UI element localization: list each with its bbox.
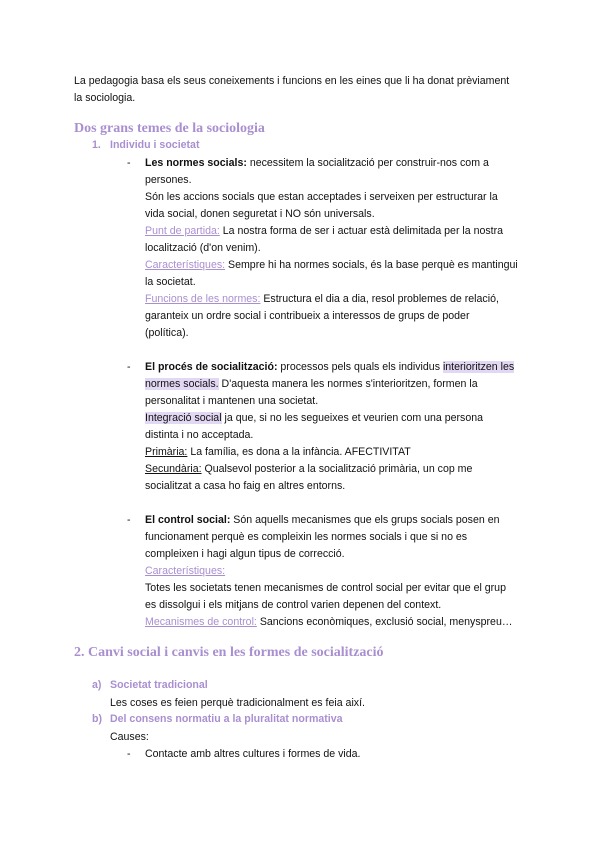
primaria-line: [145, 444, 411, 461]
bullet-dash: -: [127, 157, 131, 169]
primaria-label: Primària:: [145, 446, 188, 458]
control-line-3: compleixen i hagi algun tipus de correcció.: [145, 548, 345, 560]
proces-line-2: [145, 376, 478, 393]
proces-line-1: [145, 359, 514, 376]
highlighted-text: normes socials.: [145, 378, 219, 390]
control-caract-label: Característiques:: [145, 565, 226, 577]
subheading-b-number: b): [92, 713, 102, 725]
funcions-text: Estructura el dia a dia, resol problemes de relació,: [260, 293, 499, 305]
caracteristiques-line: [145, 257, 518, 274]
integracio-line: [145, 410, 483, 427]
section-heading-2: 2. Canvi social i canvis en les formes de socialització: [74, 645, 384, 660]
bullet-dash: -: [127, 748, 131, 760]
proces-line-3: personalitat i mantenen una societat.: [145, 395, 319, 407]
integracio-label: Integració social: [145, 412, 222, 424]
punt-partida-label: Punt de partida:: [145, 225, 220, 237]
secundaria-line: [145, 461, 472, 478]
section-heading-1: Dos grans temes de la sociologia: [74, 121, 265, 136]
intro-line-2: la sociologia.: [74, 92, 136, 104]
bullet-dash: -: [127, 514, 131, 526]
proces-label: El procés de socialització:: [145, 361, 278, 373]
proces-text-2: D'aquesta manera les normes s'interioritzen, formen la: [218, 378, 478, 390]
normes-line-2: persones.: [145, 174, 192, 186]
primaria-text: La família, es dona a la infància. AFECTIVITAT: [187, 446, 411, 458]
normes-line-3: Són les accions socials que estan acceptades i serveixen per estructurar la: [145, 191, 498, 203]
subheading-individu: Individu i societat: [110, 139, 200, 151]
normes-line-1: [145, 155, 489, 172]
integracio-text: ja que, si no les segueixes et veurien com una persona: [221, 412, 484, 424]
causes-label: Causes:: [110, 731, 149, 743]
integracio-line-2: distinta i no acceptada.: [145, 429, 254, 441]
punt-partida-line-2: localització (d'on venim).: [145, 242, 261, 254]
punt-partida-line: [145, 223, 503, 240]
subheading-consens-normatiu: Del consens normatiu a la pluralitat normativa: [110, 713, 343, 725]
funcions-line-2: garanteix un ordre social i contribueix a interessos de grups de poder: [145, 310, 470, 322]
caracteristiques-text: Sempre hi ha normes socials, és la base perquè es mantingui: [225, 259, 518, 271]
caracteristiques-label: Característiques:: [145, 259, 226, 271]
normes-text: necessitem la socialització per construir-nos com a: [246, 157, 489, 169]
normes-line-4: vida social, donen seguretat i NO són universals.: [145, 208, 375, 220]
secundaria-label: Secundària:: [145, 463, 202, 475]
normes-label: Les normes socials:: [145, 157, 247, 169]
punt-partida-text: La nostra forma de ser i actuar està delimitada per la nostra: [219, 225, 504, 237]
cause-1: Contacte amb altres cultures i formes de vida.: [145, 748, 361, 760]
subheading-societat-tradicional: Societat tradicional: [110, 679, 208, 691]
highlighted-text: interioritzen les: [442, 361, 515, 373]
mecanismes-line: [145, 614, 512, 631]
subheading-a-number: a): [92, 679, 102, 691]
control-caracteristiques-label: [145, 563, 225, 580]
control-label: El control social:: [145, 514, 231, 526]
control-line-1: [145, 512, 499, 529]
subheading-number-1: 1.: [92, 139, 101, 151]
secundaria-text: Qualsevol posterior a la socialització primària, un cop me: [201, 463, 473, 475]
control-caract-line-2: es dissolgui i els mitjans de control varien depenen del context.: [145, 599, 442, 611]
mecanismes-label: Mecanismes de control:: [145, 616, 257, 628]
funcions-label: Funcions de les normes:: [145, 293, 261, 305]
funcions-line-3: (política).: [145, 327, 189, 339]
intro-line-1: La pedagogia basa els seus coneixements i funcions en les eines que li ha donat prèviament: [74, 75, 510, 87]
secundaria-line-2: socialitzat a casa ho faig en altres entorns.: [145, 480, 346, 492]
control-caract-line-1: Totes les societats tenen mecanismes de control social per evitar que el grup: [145, 582, 506, 594]
control-line-2: funcionament perquè es compleixin les normes socials i que si no es: [145, 531, 468, 543]
control-text: Són aquells mecanismes que els grups socials posen en: [230, 514, 500, 526]
caracteristiques-line-2: la societat.: [145, 276, 196, 288]
proces-text: processos pels quals els individus: [277, 361, 443, 373]
societat-tradicional-text: Les coses es feien perquè tradicionalment es feia així.: [110, 697, 365, 709]
funcions-line: [145, 291, 499, 308]
mecanismes-text: Sancions econòmiques, exclusió social, menyspreu…: [256, 616, 513, 628]
bullet-dash: -: [127, 361, 131, 373]
